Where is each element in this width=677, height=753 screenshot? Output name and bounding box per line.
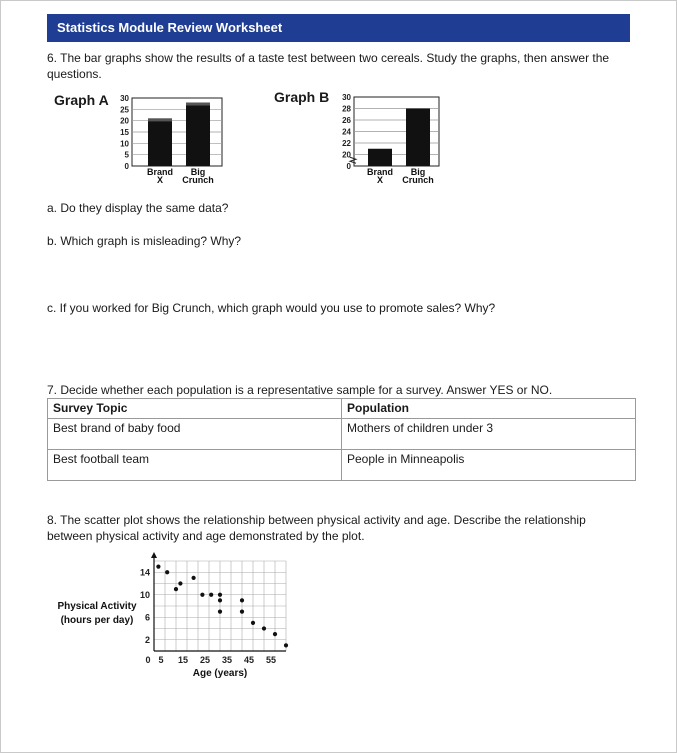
category-label: Big: [410, 167, 426, 177]
data-point: [200, 593, 204, 597]
category-label: Big: [190, 167, 206, 177]
y-tick-label: 22: [342, 139, 351, 148]
worksheet-title: Statistics Module Review Worksheet: [47, 14, 630, 42]
y-tick-label: 10: [120, 139, 129, 149]
graph-a-chart: [112, 90, 232, 190]
bar-cap: [186, 103, 210, 106]
bar-big-crunch: [406, 109, 430, 167]
data-point: [174, 587, 178, 591]
data-point: [218, 598, 222, 602]
x-tick-label: 25: [199, 655, 211, 665]
data-point: [240, 598, 244, 602]
bar-brand-x: [148, 118, 172, 166]
header-population: Population: [342, 399, 636, 419]
question-6-prompt: 6. The bar graphs show the results of a taste test between two cereals. Study the graphs, then answer the questions.: [47, 51, 610, 81]
table-row: [48, 450, 636, 481]
data-point: [240, 610, 244, 614]
data-point: [218, 610, 222, 614]
question-6b: b. Which graph is misleading? Why?: [47, 234, 242, 248]
data-point: [178, 581, 182, 585]
x-tick-label: 55: [265, 655, 277, 665]
y-axis-label: (hours per day): [60, 615, 134, 626]
category-label: Brand: [146, 167, 174, 177]
cell-survey-topic: Best football team: [48, 450, 342, 481]
cell-population: Mothers of children under 3: [342, 419, 636, 450]
data-point: [262, 626, 266, 630]
y-tick-label: 5: [124, 150, 129, 160]
data-point: [273, 632, 277, 636]
category-label: X: [376, 175, 384, 185]
y-tick-label: 0: [124, 162, 129, 171]
y-tick-label: 24: [342, 127, 351, 137]
x-tick-label: 5: [158, 655, 164, 665]
cell-survey-topic: Best brand of baby food: [48, 419, 342, 450]
y-tick-label: 15: [120, 128, 129, 137]
data-point: [218, 593, 222, 597]
cell-population: People in Minneapolis: [342, 450, 636, 481]
category-label: Crunch: [402, 175, 434, 185]
x-tick-label: 35: [221, 655, 233, 665]
y-tick-label: 6: [144, 612, 150, 623]
y-tick-label: 14: [139, 567, 150, 578]
data-point: [165, 570, 169, 574]
y-tick-label: 20: [342, 150, 351, 160]
scatter-plot: [50, 552, 300, 684]
y-axis-arrow: [151, 552, 157, 558]
graph-b-title: Graph B: [274, 89, 330, 105]
x-tick-label: 15: [177, 655, 189, 665]
header-survey-topic: Survey Topic: [48, 399, 342, 419]
y-tick-label: 10: [139, 589, 150, 600]
category-label: X: [156, 175, 164, 185]
category-label: Brand: [366, 167, 394, 177]
data-point: [284, 643, 288, 647]
y-tick-label: 26: [342, 116, 351, 125]
y-tick-label: 0: [346, 162, 351, 171]
data-point: [209, 593, 213, 597]
graph-a-title: Graph A: [54, 92, 109, 108]
bar-cap: [148, 118, 172, 121]
y-tick-label: 30: [342, 93, 351, 102]
data-point: [192, 576, 196, 580]
question-8-prompt: 8. The scatter plot shows the relationship between physical activity and age. Describe the relationship between physical activity and age demonstrated by the plot.: [47, 513, 586, 543]
x-tick-label: 45: [243, 655, 255, 665]
table-row: [48, 419, 636, 450]
y-tick-label: 20: [120, 116, 129, 126]
x-tick-label: 0: [145, 655, 151, 665]
y-tick-label: 2: [144, 634, 150, 645]
y-tick-label: 25: [120, 105, 129, 115]
bar-big-crunch: [186, 103, 210, 166]
question-6c: c. If you worked for Big Crunch, which graph would you use to promote sales? Why?: [47, 301, 496, 315]
x-axis-label: Age (years): [192, 668, 248, 679]
question-6a: a. Do they display the same data?: [47, 201, 229, 215]
y-tick-label: 28: [342, 104, 351, 114]
graph-b-chart: [334, 88, 449, 190]
data-point: [156, 565, 160, 569]
y-tick-label: 30: [120, 94, 129, 103]
y-axis-label: Physical Activity: [57, 601, 137, 612]
category-label: Crunch: [182, 175, 214, 185]
question-7-prompt: 7. Decide whether each population is a representative sample for a survey. Answer YES or NO.: [47, 383, 553, 397]
bar-brand-x: [368, 149, 392, 166]
data-point: [251, 621, 255, 625]
table-header-row: [48, 399, 636, 419]
population-table: [47, 398, 636, 481]
